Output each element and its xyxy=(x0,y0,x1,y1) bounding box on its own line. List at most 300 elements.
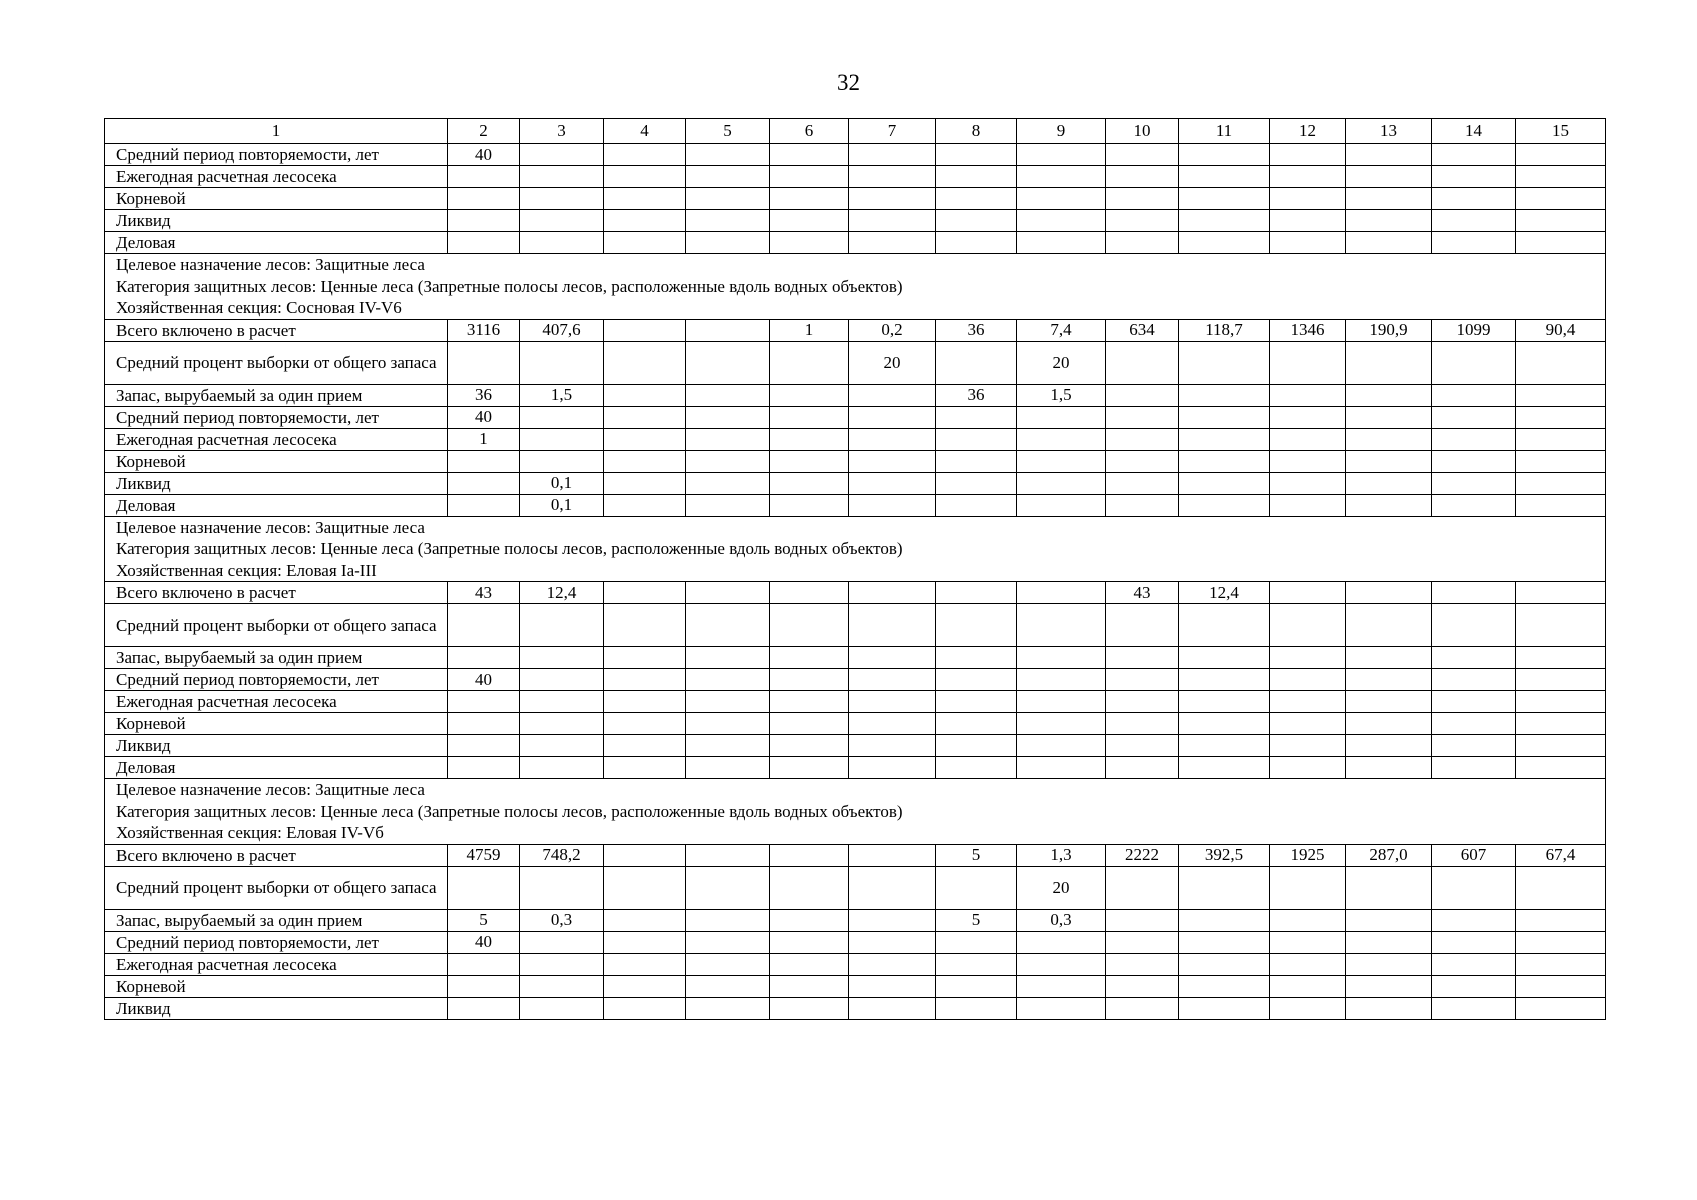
table-cell xyxy=(448,188,520,210)
table-cell xyxy=(1516,341,1606,384)
table-cell xyxy=(604,582,686,604)
table-cell xyxy=(1270,647,1346,669)
table-cell xyxy=(1017,669,1106,691)
table-cell xyxy=(1270,713,1346,735)
row-label: Ликвид xyxy=(105,735,448,757)
table-cell xyxy=(936,604,1017,647)
table-cell xyxy=(520,757,604,779)
table-cell xyxy=(1179,953,1270,975)
table-cell xyxy=(1270,735,1346,757)
table-cell xyxy=(936,669,1017,691)
table-cell xyxy=(1017,931,1106,953)
table-cell xyxy=(936,472,1017,494)
table-cell xyxy=(604,669,686,691)
table-cell xyxy=(1270,210,1346,232)
table-cell xyxy=(604,210,686,232)
table-cell xyxy=(770,647,849,669)
table-cell xyxy=(1106,691,1179,713)
table-cell xyxy=(1346,691,1432,713)
section-line: Категория защитных лесов: Ценные леса (Запретные полосы лесов, расположенные вдоль водных объектов) xyxy=(116,801,903,821)
table-cell xyxy=(1106,188,1179,210)
table-cell xyxy=(520,866,604,909)
row-label: Корневой xyxy=(105,188,448,210)
column-number-cell: 5 xyxy=(686,119,770,144)
table-cell xyxy=(520,953,604,975)
table-cell xyxy=(1106,909,1179,931)
table-cell: 5 xyxy=(448,909,520,931)
table-cell xyxy=(849,428,936,450)
table-cell xyxy=(1106,931,1179,953)
table-cell: 3116 xyxy=(448,319,520,341)
table-row xyxy=(105,866,1606,909)
table-cell xyxy=(1516,604,1606,647)
row-label: Деловая xyxy=(105,494,448,516)
table-cell xyxy=(1346,144,1432,166)
table-cell xyxy=(448,472,520,494)
table-cell xyxy=(604,931,686,953)
table-cell xyxy=(849,582,936,604)
table-cell xyxy=(1106,975,1179,997)
table-cell xyxy=(1179,144,1270,166)
section-line: Хозяйственная секция: Еловая Iа-III xyxy=(116,560,377,580)
section-header xyxy=(105,516,1606,582)
table-cell xyxy=(1179,997,1270,1019)
table-cell xyxy=(936,428,1017,450)
table-cell xyxy=(604,953,686,975)
table-cell xyxy=(520,931,604,953)
row-label: Средний процент выборки от общего запаса xyxy=(105,604,448,647)
table-cell xyxy=(1106,494,1179,516)
table-cell xyxy=(1017,210,1106,232)
table-cell: 43 xyxy=(448,582,520,604)
table-cell xyxy=(1516,166,1606,188)
table-cell xyxy=(1179,188,1270,210)
table-cell xyxy=(1346,188,1432,210)
table-cell xyxy=(936,341,1017,384)
table-cell xyxy=(686,341,770,384)
table-cell xyxy=(1017,997,1106,1019)
table-cell xyxy=(849,669,936,691)
table-cell xyxy=(686,582,770,604)
table-cell xyxy=(686,319,770,341)
table-cell xyxy=(604,757,686,779)
table-cell: 1346 xyxy=(1270,319,1346,341)
table-cell xyxy=(936,931,1017,953)
table-cell xyxy=(849,406,936,428)
table-cell xyxy=(686,931,770,953)
table-cell: 1099 xyxy=(1432,319,1516,341)
table-cell xyxy=(1179,472,1270,494)
table-cell xyxy=(604,384,686,406)
section-line: Хозяйственная секция: Сосновая IV-V6 xyxy=(116,298,402,317)
table-cell xyxy=(849,844,936,866)
table-cell xyxy=(1346,406,1432,428)
table-row xyxy=(105,341,1606,384)
table-cell xyxy=(448,647,520,669)
table-cell: 0,1 xyxy=(520,472,604,494)
table-cell xyxy=(1516,757,1606,779)
column-number-cell: 7 xyxy=(849,119,936,144)
table-cell xyxy=(686,953,770,975)
row-label: Запас, вырубаемый за один прием xyxy=(105,647,448,669)
table-cell xyxy=(1346,975,1432,997)
table-cell xyxy=(1270,472,1346,494)
table-cell: 1 xyxy=(448,428,520,450)
table-cell xyxy=(936,735,1017,757)
table-cell: 90,4 xyxy=(1516,319,1606,341)
row-label: Деловая xyxy=(105,757,448,779)
row-label: Всего включено в расчет xyxy=(105,582,448,604)
table-cell xyxy=(1432,953,1516,975)
table-cell xyxy=(1432,647,1516,669)
table-cell xyxy=(1432,472,1516,494)
section-header xyxy=(105,779,1606,845)
table-cell xyxy=(604,319,686,341)
table-cell xyxy=(448,975,520,997)
table-cell xyxy=(604,341,686,384)
table-row xyxy=(105,319,1606,341)
table-row xyxy=(105,472,1606,494)
table-cell xyxy=(1270,232,1346,254)
table-cell xyxy=(520,232,604,254)
table-cell: 287,0 xyxy=(1346,844,1432,866)
table-row xyxy=(105,909,1606,931)
table-cell xyxy=(770,188,849,210)
table-row xyxy=(105,735,1606,757)
row-label: Ежегодная расчетная лесосека xyxy=(105,428,448,450)
table-row xyxy=(105,494,1606,516)
table-cell xyxy=(1346,604,1432,647)
column-number-cell: 3 xyxy=(520,119,604,144)
table-cell: 1,3 xyxy=(1017,844,1106,866)
table-cell: 67,4 xyxy=(1516,844,1606,866)
table-cell xyxy=(936,188,1017,210)
table-cell xyxy=(1106,647,1179,669)
table-row xyxy=(105,582,1606,604)
table-cell xyxy=(1179,604,1270,647)
table-cell xyxy=(1179,341,1270,384)
table-cell xyxy=(604,188,686,210)
table-cell xyxy=(1516,472,1606,494)
table-cell xyxy=(1516,691,1606,713)
column-number-cell: 1 xyxy=(105,119,448,144)
table-row xyxy=(105,757,1606,779)
table-cell xyxy=(770,384,849,406)
table-cell xyxy=(1017,757,1106,779)
table-cell: 190,9 xyxy=(1346,319,1432,341)
table-cell xyxy=(1179,210,1270,232)
table-cell xyxy=(686,450,770,472)
table-cell xyxy=(1516,232,1606,254)
table-cell xyxy=(1346,450,1432,472)
table-row xyxy=(105,232,1606,254)
table-cell: 0,3 xyxy=(520,909,604,931)
table-cell xyxy=(1106,341,1179,384)
table-cell xyxy=(686,428,770,450)
table-cell xyxy=(849,232,936,254)
table-cell xyxy=(1106,866,1179,909)
table-cell: 20 xyxy=(849,341,936,384)
table-cell xyxy=(936,713,1017,735)
table-cell xyxy=(849,953,936,975)
table-cell: 1,5 xyxy=(1017,384,1106,406)
table-cell xyxy=(849,691,936,713)
table-cell xyxy=(604,144,686,166)
column-number-cell: 4 xyxy=(604,119,686,144)
table-cell: 36 xyxy=(936,319,1017,341)
table-cell xyxy=(1106,604,1179,647)
table-cell xyxy=(1432,166,1516,188)
table-cell xyxy=(1432,188,1516,210)
table-cell xyxy=(448,494,520,516)
table-cell: 12,4 xyxy=(1179,582,1270,604)
table-cell xyxy=(1516,450,1606,472)
table-cell xyxy=(1017,647,1106,669)
table-cell xyxy=(520,406,604,428)
table-cell xyxy=(1179,450,1270,472)
row-label: Корневой xyxy=(105,450,448,472)
table-cell xyxy=(1106,669,1179,691)
table-cell xyxy=(604,472,686,494)
table-cell xyxy=(849,866,936,909)
row-label: Ежегодная расчетная лесосека xyxy=(105,953,448,975)
table-cell xyxy=(770,975,849,997)
table-cell xyxy=(1106,713,1179,735)
table-cell xyxy=(936,866,1017,909)
table-cell xyxy=(448,997,520,1019)
forest-table xyxy=(104,118,1606,1020)
table-cell xyxy=(1516,735,1606,757)
table-cell xyxy=(520,647,604,669)
table-cell xyxy=(1179,384,1270,406)
table-cell xyxy=(770,232,849,254)
table-cell xyxy=(849,472,936,494)
table-cell xyxy=(1179,866,1270,909)
table-cell xyxy=(1346,341,1432,384)
table-cell xyxy=(604,866,686,909)
row-label: Деловая xyxy=(105,232,448,254)
row-label: Средний процент выборки от общего запаса xyxy=(105,866,448,909)
row-label: Запас, вырубаемый за один прием xyxy=(105,384,448,406)
row-label: Ликвид xyxy=(105,997,448,1019)
table-cell xyxy=(604,406,686,428)
table-cell xyxy=(686,713,770,735)
table-cell xyxy=(849,144,936,166)
table-cell xyxy=(770,909,849,931)
table-cell xyxy=(936,144,1017,166)
table-cell xyxy=(1106,450,1179,472)
table-cell xyxy=(1106,472,1179,494)
table-cell xyxy=(520,428,604,450)
table-cell xyxy=(849,450,936,472)
table-cell xyxy=(1346,909,1432,931)
table-cell xyxy=(1432,757,1516,779)
table-cell xyxy=(604,604,686,647)
table-cell xyxy=(1017,472,1106,494)
table-cell xyxy=(1106,428,1179,450)
table-cell xyxy=(1106,953,1179,975)
table-cell xyxy=(686,844,770,866)
table-cell xyxy=(936,166,1017,188)
table-row xyxy=(105,428,1606,450)
table-cell: 0,1 xyxy=(520,494,604,516)
table-cell xyxy=(448,450,520,472)
table-cell xyxy=(849,647,936,669)
table-cell xyxy=(1179,232,1270,254)
table-cell xyxy=(770,931,849,953)
table-cell xyxy=(770,341,849,384)
table-cell: 20 xyxy=(1017,866,1106,909)
table-row xyxy=(105,166,1606,188)
table-row xyxy=(105,953,1606,975)
table-cell xyxy=(520,669,604,691)
table-row xyxy=(105,384,1606,406)
row-label: Всего включено в расчет xyxy=(105,319,448,341)
table-cell xyxy=(770,735,849,757)
table-cell xyxy=(520,144,604,166)
table-cell: 607 xyxy=(1432,844,1516,866)
table-cell: 12,4 xyxy=(520,582,604,604)
table-cell xyxy=(1346,582,1432,604)
table-cell: 1925 xyxy=(1270,844,1346,866)
table-cell: 0,3 xyxy=(1017,909,1106,931)
table-cell xyxy=(849,909,936,931)
table-cell xyxy=(1432,997,1516,1019)
table-cell xyxy=(1270,166,1346,188)
table-cell xyxy=(1017,691,1106,713)
table-cell xyxy=(1432,866,1516,909)
table-cell xyxy=(1346,866,1432,909)
row-label: Средний период повторяемости, лет xyxy=(105,144,448,166)
table-cell xyxy=(1516,975,1606,997)
table-cell xyxy=(686,384,770,406)
table-cell xyxy=(686,866,770,909)
table-cell xyxy=(686,604,770,647)
table-cell xyxy=(1017,735,1106,757)
row-label: Средний период повторяемости, лет xyxy=(105,931,448,953)
table-cell: 40 xyxy=(448,931,520,953)
table-cell xyxy=(1516,144,1606,166)
table-cell xyxy=(936,997,1017,1019)
column-number-cell: 10 xyxy=(1106,119,1179,144)
table-cell xyxy=(1346,931,1432,953)
table-cell xyxy=(604,735,686,757)
table-row xyxy=(105,604,1606,647)
table-cell xyxy=(1179,166,1270,188)
table-cell xyxy=(604,975,686,997)
section-line: Категория защитных лесов: Ценные леса (Запретные полосы лесов, расположенные вдоль водных объектов) xyxy=(116,276,903,296)
table-cell: 40 xyxy=(448,669,520,691)
table-cell xyxy=(520,210,604,232)
table-cell xyxy=(1432,909,1516,931)
table-cell xyxy=(936,582,1017,604)
table-cell xyxy=(448,691,520,713)
table-cell xyxy=(1346,997,1432,1019)
row-label: Запас, вырубаемый за один прием xyxy=(105,909,448,931)
table-cell xyxy=(1179,691,1270,713)
table-cell xyxy=(849,997,936,1019)
table-cell xyxy=(520,691,604,713)
table-cell xyxy=(520,735,604,757)
table-cell xyxy=(1179,931,1270,953)
table-cell xyxy=(1017,582,1106,604)
table-cell xyxy=(520,604,604,647)
table-cell xyxy=(1346,735,1432,757)
table-cell xyxy=(1270,691,1346,713)
table-row xyxy=(105,188,1606,210)
column-number-cell: 14 xyxy=(1432,119,1516,144)
table-cell xyxy=(770,997,849,1019)
row-label: Всего включено в расчет xyxy=(105,844,448,866)
table-cell xyxy=(1017,604,1106,647)
section-line: Категория защитных лесов: Ценные леса (Запретные полосы лесов, расположенные вдоль водных объектов) xyxy=(116,539,903,558)
table-cell xyxy=(936,647,1017,669)
table-cell xyxy=(1432,210,1516,232)
table-cell xyxy=(448,232,520,254)
table-cell xyxy=(520,713,604,735)
table-cell xyxy=(520,975,604,997)
table-cell xyxy=(686,188,770,210)
table-cell xyxy=(936,210,1017,232)
table-cell xyxy=(686,232,770,254)
table-cell xyxy=(849,931,936,953)
table-cell xyxy=(448,866,520,909)
table-cell xyxy=(770,406,849,428)
table-cell xyxy=(770,757,849,779)
table-cell xyxy=(1270,997,1346,1019)
column-number-cell: 8 xyxy=(936,119,1017,144)
table-cell xyxy=(1270,909,1346,931)
table-row xyxy=(105,997,1606,1019)
table-cell xyxy=(1346,757,1432,779)
table-cell: 2222 xyxy=(1106,844,1179,866)
table-cell xyxy=(849,713,936,735)
table-cell: 407,6 xyxy=(520,319,604,341)
table-cell: 0,2 xyxy=(849,319,936,341)
table-cell xyxy=(686,669,770,691)
column-number-cell: 15 xyxy=(1516,119,1606,144)
table-cell: 43 xyxy=(1106,582,1179,604)
table-cell xyxy=(1270,144,1346,166)
table-cell xyxy=(1516,210,1606,232)
table-cell xyxy=(448,210,520,232)
table-cell xyxy=(770,450,849,472)
section-line: Целевое назначение лесов: Защитные леса xyxy=(116,255,425,274)
table-cell xyxy=(1516,582,1606,604)
table-cell xyxy=(936,691,1017,713)
table-cell xyxy=(1179,909,1270,931)
table-cell xyxy=(686,494,770,516)
table-cell xyxy=(1017,975,1106,997)
table-cell xyxy=(1432,494,1516,516)
table-cell xyxy=(770,669,849,691)
table-cell xyxy=(1179,428,1270,450)
table-cell xyxy=(936,494,1017,516)
table-cell xyxy=(686,210,770,232)
table-cell xyxy=(1346,166,1432,188)
section-line: Целевое назначение лесов: Защитные леса xyxy=(116,517,425,537)
table-cell xyxy=(849,494,936,516)
table-cell xyxy=(604,494,686,516)
table-cell xyxy=(604,713,686,735)
column-number-cell: 9 xyxy=(1017,119,1106,144)
table-cell xyxy=(1432,735,1516,757)
table-cell xyxy=(1179,647,1270,669)
table-cell xyxy=(1432,428,1516,450)
table-cell xyxy=(1179,406,1270,428)
table-cell xyxy=(686,406,770,428)
table-cell xyxy=(770,472,849,494)
